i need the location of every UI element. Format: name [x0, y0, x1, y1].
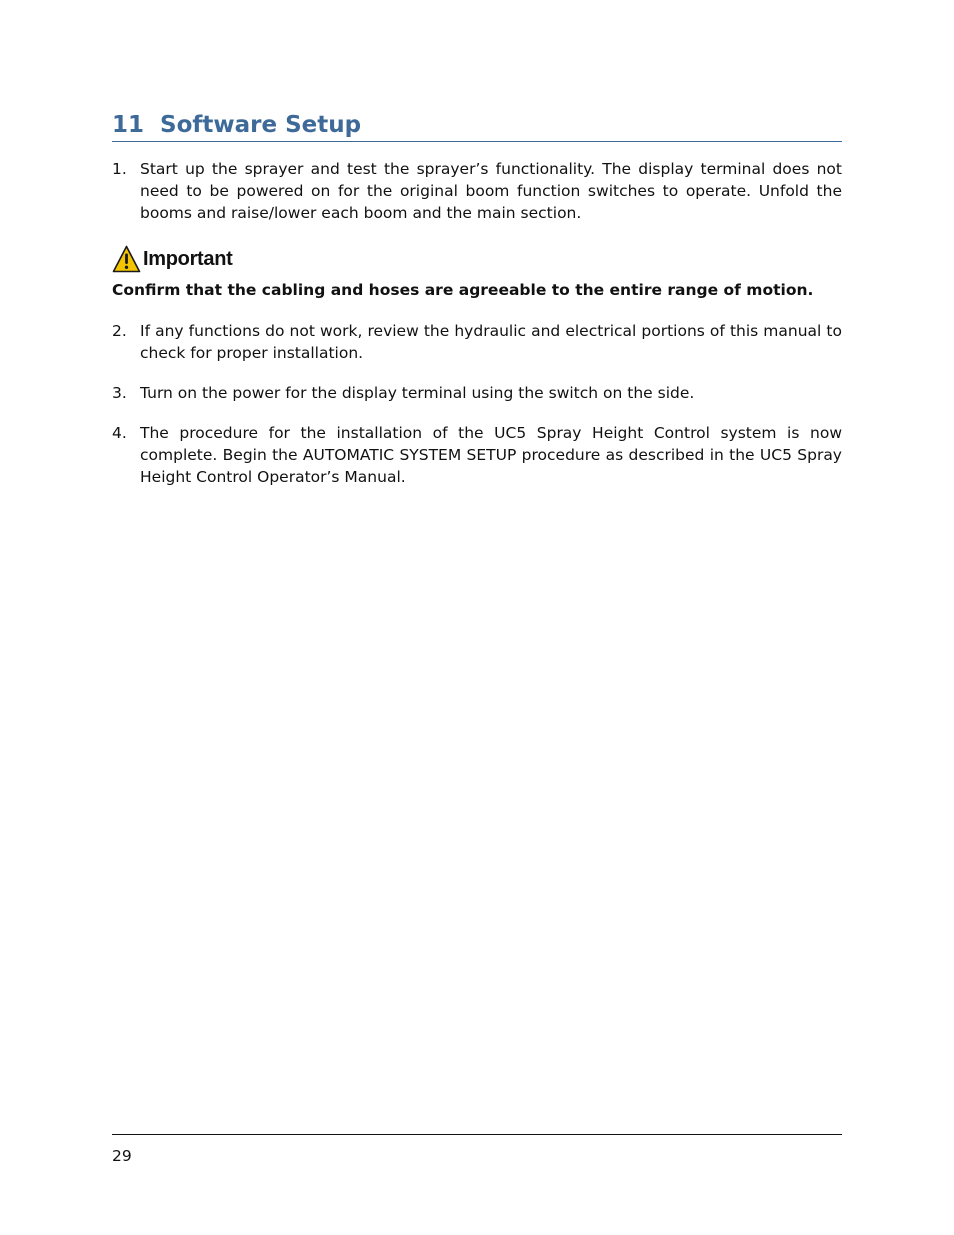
section-number: 11: [112, 112, 145, 138]
important-label: Important: [143, 247, 233, 270]
step-number: 1.: [112, 160, 127, 178]
step-text: Start up the sprayer and test the sprayer’s functionality. The display terminal does not need to be powered on for the original boom function switches to operate. Unfold the booms and raise/lower each boom and the main section.: [140, 160, 842, 222]
step-number: 4.: [112, 424, 127, 442]
step-text: If any functions do not work, review the hydraulic and electrical portions of this manual to check for proper installation.: [140, 322, 842, 362]
footer-divider: [112, 1134, 842, 1135]
warning-icon: [112, 245, 141, 273]
step-text: The procedure for the installation of the UC5 Spray Height Control system is now complete. Begin the AUTOMATIC SYSTEM SETUP procedure as described in the UC5 Spray Height Control Operator’s Manual.: [140, 424, 842, 486]
step-item: [112, 320, 842, 364]
step-number: 3.: [112, 384, 127, 402]
manual-page: [112, 0, 842, 1235]
page-number: 29: [112, 1147, 132, 1165]
step-number: 2.: [112, 322, 127, 340]
step-item: [112, 382, 842, 404]
step-item: [112, 422, 842, 488]
important-note: Confirm that the cabling and hoses are agreeable to the entire range of motion.: [112, 281, 814, 299]
important-heading: [112, 244, 233, 274]
step-text: Turn on the power for the display terminal using the switch on the side.: [140, 384, 695, 402]
section-title: Software Setup: [160, 112, 362, 138]
section-heading: [112, 110, 842, 142]
step-item: [112, 158, 842, 224]
